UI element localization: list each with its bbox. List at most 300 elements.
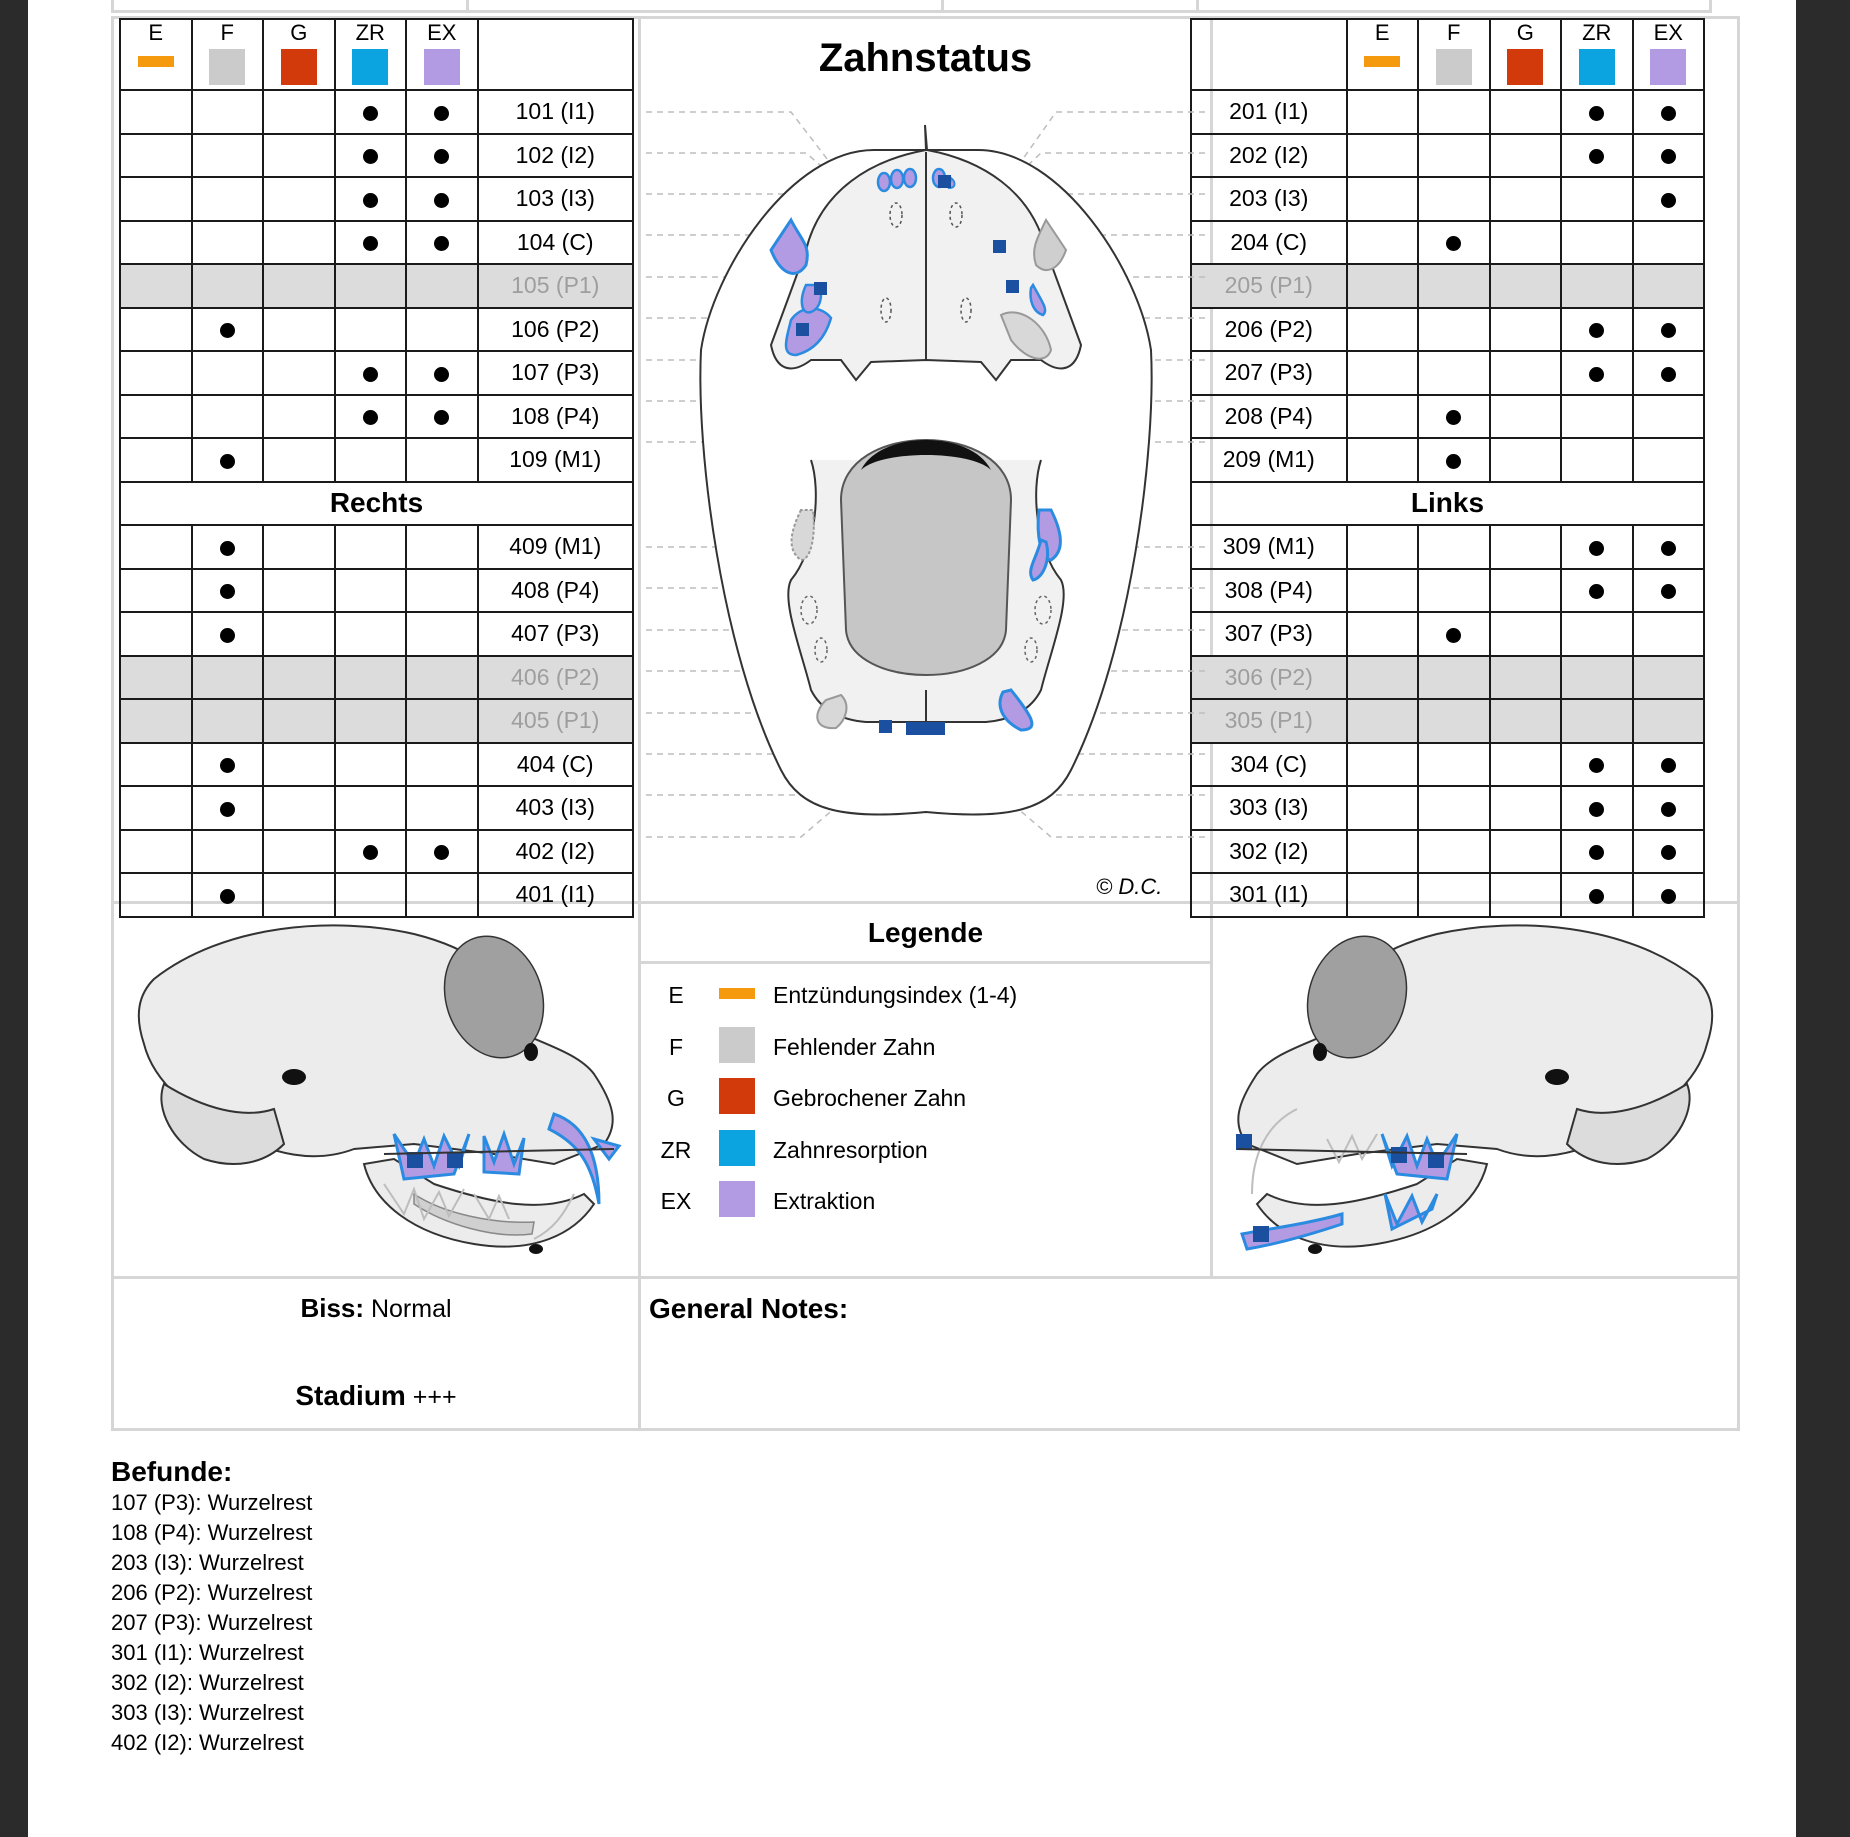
mark-dot — [434, 149, 449, 164]
mark-cell-g[interactable] — [263, 569, 335, 613]
mark-cell-e[interactable] — [120, 786, 192, 830]
tooth-label: 309 (M1) — [1191, 525, 1347, 569]
mark-dot — [220, 454, 235, 469]
mark-cell-f[interactable] — [1418, 525, 1490, 569]
stage-label: Stadium — [295, 1380, 406, 1411]
mark-cell-ex[interactable] — [1633, 308, 1705, 352]
mark-cell-zr[interactable] — [335, 134, 407, 178]
mark-cell-ex[interactable] — [406, 743, 478, 787]
mark-cell-zr[interactable] — [335, 90, 407, 134]
tooth-row[interactable] — [120, 786, 633, 830]
mark-cell-e[interactable] — [120, 264, 192, 308]
mark-cell-g[interactable] — [263, 351, 335, 395]
mark-cell-f[interactable] — [1418, 786, 1490, 830]
section-row — [120, 482, 633, 526]
mark-cell-zr[interactable] — [335, 612, 407, 656]
mark-cell-zr[interactable] — [1561, 743, 1633, 787]
tooth-label: 104 (C) — [478, 221, 634, 265]
mark-cell-ex[interactable] — [406, 351, 478, 395]
mark-cell-ex[interactable] — [406, 177, 478, 221]
mark-cell-g[interactable] — [263, 525, 335, 569]
tooth-row[interactable] — [1191, 569, 1704, 613]
mark-cell-e[interactable] — [120, 830, 192, 874]
mark-cell-g[interactable] — [1490, 264, 1562, 308]
mark-cell-zr[interactable] — [335, 308, 407, 352]
mark-cell-e[interactable] — [1347, 308, 1419, 352]
mark-cell-g[interactable] — [1490, 134, 1562, 178]
mark-cell-f[interactable] — [1418, 351, 1490, 395]
mark-cell-zr[interactable] — [1561, 438, 1633, 482]
mark-cell-f[interactable] — [1418, 656, 1490, 700]
tooth-label: 407 (P3) — [478, 612, 634, 656]
mark-cell-g[interactable] — [1490, 90, 1562, 134]
mark-cell-ex[interactable] — [406, 830, 478, 874]
tooth-label: 103 (I3) — [478, 177, 634, 221]
legend-item-ex — [641, 1176, 1210, 1226]
mark-cell-e[interactable] — [120, 351, 192, 395]
mark-cell-zr[interactable] — [335, 264, 407, 308]
mark-cell-f[interactable] — [192, 134, 264, 178]
mark-cell-f[interactable] — [192, 699, 264, 743]
mark-cell-g[interactable] — [1490, 525, 1562, 569]
column-code-label: EX — [427, 20, 457, 45]
tooth-label: 409 (M1) — [478, 525, 634, 569]
mark-cell-ex[interactable] — [1633, 395, 1705, 439]
mark-cell-f[interactable] — [192, 569, 264, 613]
tooth-label: 203 (I3) — [1191, 177, 1347, 221]
tooth-row[interactable] — [120, 90, 633, 134]
header-frame — [111, 0, 1712, 13]
tooth-row[interactable] — [1191, 134, 1704, 178]
legend-swatch — [719, 1078, 755, 1114]
mark-cell-e[interactable] — [120, 308, 192, 352]
mark-dot — [1661, 367, 1676, 382]
legend-swatch — [719, 988, 755, 999]
tooth-row[interactable] — [120, 699, 633, 743]
mark-cell-g[interactable] — [263, 395, 335, 439]
mark-dot — [1589, 758, 1604, 773]
mark-cell-ex[interactable] — [406, 569, 478, 613]
mark-cell-e[interactable] — [1347, 351, 1419, 395]
tooth-row[interactable] — [1191, 699, 1704, 743]
legend-code: EX — [660, 1188, 692, 1214]
mark-cell-e[interactable] — [120, 438, 192, 482]
mark-cell-ex[interactable] — [406, 786, 478, 830]
mark-cell-e[interactable] — [120, 90, 192, 134]
mark-cell-e[interactable] — [120, 743, 192, 787]
mark-dot — [220, 584, 235, 599]
mark-cell-e[interactable] — [120, 177, 192, 221]
findings-list — [111, 1488, 312, 1758]
mark-cell-zr[interactable] — [335, 656, 407, 700]
left-lateral-skull — [1213, 904, 1737, 1276]
mark-cell-g[interactable] — [1490, 438, 1562, 482]
mark-cell-g[interactable] — [1490, 830, 1562, 874]
mark-dot — [1446, 410, 1461, 425]
mark-cell-e[interactable] — [1347, 90, 1419, 134]
column-code-label: E — [1374, 20, 1390, 45]
mark-cell-ex[interactable] — [1633, 656, 1705, 700]
mark-cell-f[interactable] — [1418, 134, 1490, 178]
mark-cell-e[interactable] — [120, 221, 192, 265]
mark-dot — [1661, 845, 1676, 860]
mark-cell-f[interactable] — [192, 438, 264, 482]
mark-cell-g[interactable] — [263, 264, 335, 308]
mark-cell-g[interactable] — [263, 177, 335, 221]
mark-dot — [1661, 106, 1676, 121]
column-header-ex — [406, 19, 478, 90]
tooth-row[interactable] — [1191, 743, 1704, 787]
swatch-g — [1507, 49, 1543, 85]
legend-item-zr — [641, 1125, 1210, 1175]
tooth-row[interactable] — [1191, 786, 1704, 830]
mark-cell-ex[interactable] — [1633, 830, 1705, 874]
tooth-row[interactable] — [1191, 351, 1704, 395]
mark-cell-f[interactable] — [192, 308, 264, 352]
mark-cell-zr[interactable] — [1561, 830, 1633, 874]
mark-cell-e[interactable] — [1347, 786, 1419, 830]
side-label: Rechts — [120, 482, 633, 526]
mark-cell-ex[interactable] — [406, 656, 478, 700]
mark-cell-g[interactable] — [263, 743, 335, 787]
right-teeth-table — [119, 18, 634, 918]
tooth-row[interactable] — [1191, 221, 1704, 265]
swatch-e — [138, 56, 174, 67]
mark-cell-ex[interactable] — [1633, 786, 1705, 830]
right-lateral-skull — [114, 904, 638, 1276]
mark-cell-zr[interactable] — [335, 699, 407, 743]
mark-cell-f[interactable] — [192, 395, 264, 439]
mark-cell-g[interactable] — [1490, 656, 1562, 700]
mark-cell-e[interactable] — [120, 134, 192, 178]
legend-code: G — [667, 1085, 685, 1111]
tooth-label: 202 (I2) — [1191, 134, 1347, 178]
legend-label: Gebrochener Zahn — [773, 1085, 967, 1111]
tooth-row[interactable] — [1191, 830, 1704, 874]
tooth-row[interactable] — [1191, 656, 1704, 700]
mark-cell-zr[interactable] — [335, 743, 407, 787]
tooth-row[interactable] — [120, 264, 633, 308]
mark-cell-f[interactable] — [1418, 743, 1490, 787]
mark-cell-g[interactable] — [1490, 786, 1562, 830]
mark-cell-f[interactable] — [192, 221, 264, 265]
finding-item: 203 (I3): Wurzelrest — [111, 1550, 304, 1575]
mark-cell-f[interactable] — [1418, 90, 1490, 134]
mark-cell-g[interactable] — [1490, 743, 1562, 787]
legend-item-g — [641, 1073, 1210, 1123]
mark-cell-e[interactable] — [1347, 569, 1419, 613]
finding-item: 303 (I3): Wurzelrest — [111, 1700, 304, 1725]
mark-cell-e[interactable] — [1347, 438, 1419, 482]
legend-swatch — [719, 1130, 755, 1166]
stage-field — [114, 1380, 638, 1412]
tooth-row[interactable] — [120, 134, 633, 178]
tooth-row[interactable] — [120, 351, 633, 395]
mark-cell-g[interactable] — [263, 221, 335, 265]
mark-cell-g[interactable] — [263, 699, 335, 743]
mark-cell-ex[interactable] — [1633, 90, 1705, 134]
table-header-row — [1191, 19, 1704, 90]
tooth-label: 109 (M1) — [478, 438, 634, 482]
mark-cell-e[interactable] — [1347, 221, 1419, 265]
mark-cell-g[interactable] — [263, 134, 335, 178]
header-divider — [941, 0, 944, 12]
mark-cell-ex[interactable] — [1633, 612, 1705, 656]
mark-cell-zr[interactable] — [1561, 264, 1633, 308]
tooth-row[interactable] — [1191, 612, 1704, 656]
mark-cell-ex[interactable] — [406, 395, 478, 439]
mark-cell-zr[interactable] — [1561, 90, 1633, 134]
mark-dot — [1661, 193, 1676, 208]
mark-cell-g[interactable] — [263, 656, 335, 700]
mark-cell-f[interactable] — [192, 264, 264, 308]
mark-dot — [1446, 454, 1461, 469]
header-empty-cell — [478, 19, 634, 90]
mark-cell-ex[interactable] — [1633, 699, 1705, 743]
mark-cell-e[interactable] — [120, 525, 192, 569]
column-code-label: G — [290, 20, 308, 45]
tooth-row[interactable] — [120, 569, 633, 613]
finding-item: 301 (I1): Wurzelrest — [111, 1640, 304, 1665]
tooth-label: 307 (P3) — [1191, 612, 1347, 656]
mark-cell-g[interactable] — [263, 90, 335, 134]
mark-cell-ex[interactable] — [1633, 743, 1705, 787]
column-header-f — [1418, 19, 1490, 90]
legend-code: E — [668, 982, 684, 1008]
mark-cell-g[interactable] — [263, 438, 335, 482]
mark-cell-zr[interactable] — [1561, 351, 1633, 395]
mark-cell-f[interactable] — [1418, 699, 1490, 743]
mark-cell-e[interactable] — [1347, 830, 1419, 874]
mark-cell-f[interactable] — [192, 830, 264, 874]
tooth-label: 302 (I2) — [1191, 830, 1347, 874]
upper-jaw — [771, 125, 1081, 380]
mark-cell-ex[interactable] — [406, 438, 478, 482]
tooth-label: 402 (I2) — [478, 830, 634, 874]
mark-cell-ex[interactable] — [406, 699, 478, 743]
mark-cell-g[interactable] — [1490, 221, 1562, 265]
mark-cell-f[interactable] — [192, 612, 264, 656]
mark-dot — [1661, 889, 1676, 904]
mark-cell-f[interactable] — [1418, 264, 1490, 308]
mark-cell-ex[interactable] — [1633, 569, 1705, 613]
mark-cell-e[interactable] — [1347, 656, 1419, 700]
mark-cell-zr[interactable] — [335, 351, 407, 395]
mark-cell-zr[interactable] — [1561, 612, 1633, 656]
mark-cell-e[interactable] — [1347, 699, 1419, 743]
mark-cell-zr[interactable] — [1561, 221, 1633, 265]
mark-cell-g[interactable] — [1490, 351, 1562, 395]
mark-cell-e[interactable] — [120, 656, 192, 700]
mark-cell-f[interactable] — [192, 525, 264, 569]
mark-cell-ex[interactable] — [406, 264, 478, 308]
mark-cell-ex[interactable] — [406, 308, 478, 352]
tooth-row[interactable] — [120, 656, 633, 700]
mark-cell-f[interactable] — [1418, 177, 1490, 221]
mark-cell-e[interactable] — [1347, 612, 1419, 656]
mark-cell-ex[interactable] — [1633, 177, 1705, 221]
mark-dot — [1661, 541, 1676, 556]
mark-dot — [1589, 106, 1604, 121]
tooth-row[interactable] — [120, 308, 633, 352]
mark-cell-g[interactable] — [263, 308, 335, 352]
mark-cell-e[interactable] — [1347, 395, 1419, 439]
tooth-row[interactable] — [1191, 264, 1704, 308]
tooth-row[interactable] — [1191, 177, 1704, 221]
finding-item: 206 (P2): Wurzelrest — [111, 1580, 313, 1605]
mark-cell-ex[interactable] — [406, 525, 478, 569]
column-header-g — [1490, 19, 1562, 90]
tooth-row[interactable] — [1191, 90, 1704, 134]
mark-dot — [220, 541, 235, 556]
column-code-label: F — [220, 20, 234, 45]
mark-cell-f[interactable] — [192, 351, 264, 395]
tooth-row[interactable] — [1191, 438, 1704, 482]
mark-cell-ex[interactable] — [1633, 351, 1705, 395]
mark-cell-zr[interactable] — [335, 786, 407, 830]
mark-cell-e[interactable] — [120, 699, 192, 743]
mark-cell-g[interactable] — [1490, 569, 1562, 613]
tooth-row[interactable] — [120, 177, 633, 221]
mark-cell-ex[interactable] — [1633, 525, 1705, 569]
mark-cell-ex[interactable] — [406, 134, 478, 178]
tooth-row[interactable] — [1191, 525, 1704, 569]
mark-cell-ex[interactable] — [1633, 264, 1705, 308]
mark-cell-zr[interactable] — [1561, 569, 1633, 613]
mark-cell-f[interactable] — [192, 786, 264, 830]
mark-cell-ex[interactable] — [1633, 134, 1705, 178]
legend-item-f — [641, 1022, 1210, 1072]
tooth-row[interactable] — [1191, 308, 1704, 352]
column-header-zr — [335, 19, 407, 90]
swatch-f — [209, 49, 245, 85]
mark-cell-g[interactable] — [1490, 699, 1562, 743]
tooth-label: 204 (C) — [1191, 221, 1347, 265]
swatch-f — [1436, 49, 1472, 85]
tooth-label: 408 (P4) — [478, 569, 634, 613]
mark-cell-e[interactable] — [1347, 177, 1419, 221]
mark-cell-zr[interactable] — [335, 525, 407, 569]
mark-cell-e[interactable] — [1347, 134, 1419, 178]
mark-cell-g[interactable] — [1490, 308, 1562, 352]
mark-cell-g[interactable] — [263, 830, 335, 874]
mark-cell-e[interactable] — [120, 612, 192, 656]
mark-cell-zr[interactable] — [1561, 699, 1633, 743]
tooth-row[interactable] — [120, 743, 633, 787]
mark-cell-g[interactable] — [1490, 177, 1562, 221]
mark-cell-ex[interactable] — [1633, 221, 1705, 265]
mark-dot — [434, 106, 449, 121]
mark-cell-g[interactable] — [1490, 395, 1562, 439]
mark-cell-ex[interactable] — [406, 612, 478, 656]
finding-item: 207 (P3): Wurzelrest — [111, 1610, 313, 1635]
mark-cell-zr[interactable] — [335, 830, 407, 874]
mark-dot — [1589, 323, 1604, 338]
tooth-label: 108 (P4) — [478, 395, 634, 439]
findings-title: Befunde: — [111, 1456, 233, 1487]
mark-cell-f[interactable] — [192, 656, 264, 700]
mark-cell-f[interactable] — [1418, 438, 1490, 482]
legend-label: Zahnresorption — [773, 1136, 928, 1163]
column-code-label: E — [148, 20, 164, 45]
mark-cell-ex[interactable] — [406, 90, 478, 134]
legend-label: Extraktion — [773, 1188, 876, 1214]
mark-cell-g[interactable] — [263, 612, 335, 656]
legend-swatch — [719, 1181, 755, 1217]
tooth-label: 405 (P1) — [478, 699, 634, 743]
tooth-label: 206 (P2) — [1191, 308, 1347, 352]
mark-cell-zr[interactable] — [1561, 395, 1633, 439]
mark-dot — [220, 323, 235, 338]
mark-dot — [363, 149, 378, 164]
legend-swatch — [719, 1027, 755, 1063]
mark-cell-zr[interactable] — [1561, 308, 1633, 352]
swatch-ex — [1650, 49, 1686, 85]
tooth-row[interactable] — [120, 395, 633, 439]
mark-cell-e[interactable] — [1347, 264, 1419, 308]
mark-cell-e[interactable] — [1347, 743, 1419, 787]
tooth-row[interactable] — [120, 221, 633, 265]
mark-dot — [1661, 758, 1676, 773]
tooth-row[interactable] — [1191, 395, 1704, 439]
mark-cell-zr[interactable] — [335, 438, 407, 482]
mark-cell-zr[interactable] — [1561, 134, 1633, 178]
mark-cell-f[interactable] — [1418, 308, 1490, 352]
mark-cell-ex[interactable] — [1633, 438, 1705, 482]
mark-cell-g[interactable] — [263, 786, 335, 830]
mark-cell-f[interactable] — [1418, 830, 1490, 874]
mark-cell-zr[interactable] — [1561, 656, 1633, 700]
header-divider — [466, 0, 469, 12]
mark-cell-e[interactable] — [120, 395, 192, 439]
mark-cell-f[interactable] — [1418, 395, 1490, 439]
mark-dot — [1589, 367, 1604, 382]
mark-dot — [434, 193, 449, 208]
tooth-label: 304 (C) — [1191, 743, 1347, 787]
mark-cell-f[interactable] — [1418, 221, 1490, 265]
mark-cell-zr[interactable] — [1561, 177, 1633, 221]
mark-cell-zr[interactable] — [335, 177, 407, 221]
mark-cell-e[interactable] — [1347, 525, 1419, 569]
mark-cell-f[interactable] — [1418, 569, 1490, 613]
mark-cell-f[interactable] — [192, 177, 264, 221]
tooth-row[interactable] — [120, 612, 633, 656]
mark-cell-g[interactable] — [1490, 612, 1562, 656]
mark-cell-f[interactable] — [192, 90, 264, 134]
mark-cell-f[interactable] — [192, 743, 264, 787]
mark-cell-zr[interactable] — [335, 569, 407, 613]
chart-title: Zahnstatus — [818, 36, 1033, 80]
left-teeth-table — [1190, 18, 1705, 918]
mark-cell-zr[interactable] — [1561, 525, 1633, 569]
mark-cell-zr[interactable] — [1561, 786, 1633, 830]
tooth-row[interactable] — [120, 438, 633, 482]
tooth-row[interactable] — [120, 525, 633, 569]
mark-dot — [363, 367, 378, 382]
mark-cell-zr[interactable] — [335, 221, 407, 265]
mark-cell-f[interactable] — [1418, 612, 1490, 656]
mark-cell-zr[interactable] — [335, 395, 407, 439]
legend-code: F — [668, 1033, 684, 1060]
dental-chart-page — [28, 0, 1796, 1837]
tooth-label: 102 (I2) — [478, 134, 634, 178]
mark-cell-ex[interactable] — [406, 221, 478, 265]
mark-cell-e[interactable] — [120, 569, 192, 613]
mark-dot — [220, 628, 235, 643]
tooth-row[interactable] — [120, 830, 633, 874]
mark-dot — [1446, 236, 1461, 251]
swatch-ex — [424, 49, 460, 85]
